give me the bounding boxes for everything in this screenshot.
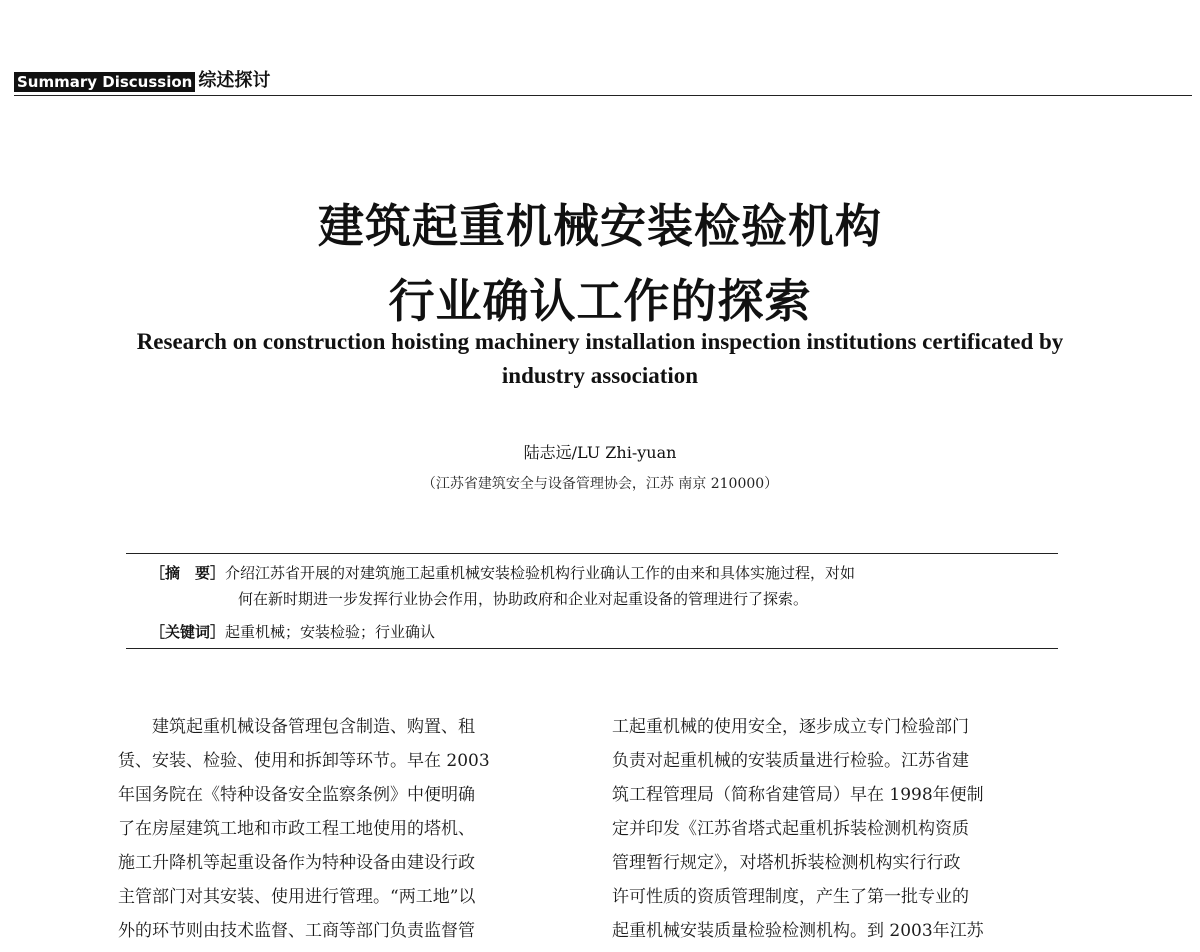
body-line: 管理暂行规定》，对塔机拆装检测机构实行行政	[612, 853, 961, 873]
keywords-label: ［关键词］	[150, 623, 226, 641]
body-line: 年国务院在《特种设备安全监察条例》中便明确	[118, 785, 475, 805]
title-cn-line2: 行业确认工作的探索	[388, 274, 812, 328]
section-header	[14, 70, 270, 92]
body-line: 起重机械安装质量检验检测机构。到 2003年江苏	[612, 921, 984, 941]
header-rule	[14, 95, 1192, 96]
abstract-top-rule	[126, 553, 1058, 554]
body-line: 定并印发《江苏省塔式起重机拆装检测机构资质	[612, 819, 969, 839]
keywords-text: 起重机械；安装检验；行业确认	[225, 623, 436, 641]
abstract	[150, 560, 1030, 612]
body-column-right	[612, 710, 1072, 948]
keywords	[150, 621, 435, 642]
body-line: 工起重机械的使用安全，逐步成立专门检验部门	[612, 717, 969, 737]
body-line: 施工升降机等起重设备作为特种设备由建设行政	[118, 853, 475, 873]
body-line: 筑工程管理局（简称省建管局）早在 1998年便制	[612, 785, 984, 805]
body-line: 主管部门对其安装、使用进行管理。“两工地”以	[118, 887, 476, 907]
body-column-left	[118, 710, 578, 948]
title-cn-line1: 建筑起重机械安装检验机构	[318, 199, 882, 253]
body-line: 赁、安装、检验、使用和拆卸等环节。早在 2003	[118, 751, 490, 771]
abstract-text-1: 介绍江苏省开展的对建筑施工起重机械安装检验机构行业确认工作的由来和具体实施过程，对如	[225, 564, 856, 582]
affiliation: （江苏省建筑安全与设备管理协会，江苏 南京 210000）	[421, 476, 779, 492]
abstract-text-2: 何在新时期进一步发挥行业协会作用，协助政府和企业对起重设备的管理进行了探索。	[238, 590, 809, 608]
abstract-bottom-rule	[126, 648, 1058, 649]
body-line: 了在房屋建筑工地和市政工程工地使用的塔机、	[118, 819, 475, 839]
body-line: 外的环节则由技术监督、工商等部门负责监督管	[118, 921, 475, 941]
abstract-label: ［摘 要］	[150, 564, 226, 582]
section-title-cn: 综述探讨	[198, 70, 271, 91]
author: 陆志远/LU Zhi-yuan	[523, 443, 677, 462]
section-badge: Summary Discussion	[14, 72, 195, 92]
abstract-line-1	[150, 560, 1030, 586]
body-line: 负责对起重机械的安装质量进行检验。江苏省建	[612, 751, 969, 771]
body-line: 建筑起重机械设备管理包含制造、购置、租	[118, 717, 475, 737]
title-en: Research on construction hoisting machinery installation inspection institutions certificated by industry association	[136, 329, 1064, 388]
body-line: 许可性质的资质管理制度，产生了第一批专业的	[612, 887, 969, 907]
